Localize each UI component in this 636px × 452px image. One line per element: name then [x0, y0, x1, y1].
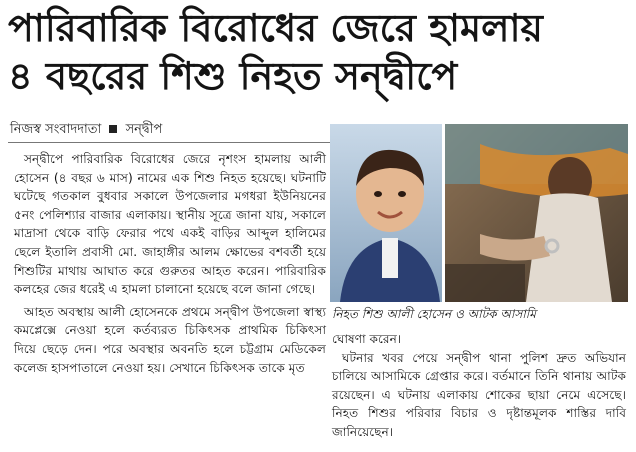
article-right-column: [332, 330, 626, 442]
square-bullet-icon: [109, 125, 117, 133]
paragraph-4: ঘটনার খবর পেয়ে সন্দ্বীপ থানা পুলিশ দ্রুত অভিযান চালিয়ে আসামিকে গ্রেপ্তার করে। বর্তমানে তিনি থানায় আটক রয়েছেন। এ ঘটনায় এলাকায় শোকের ছায়া নেমে এসেছে। নিহত শিশুর পরিবার বিচার ও দৃষ্টান্তমূলক শাস্তির দাবি জানিয়েছেন।: [332, 350, 626, 439]
article-left-column: [14, 150, 326, 377]
paragraph-1: সন্দ্বীপে পারিবারিক বিরোধের জেরে নৃশংস হামলায় আলী হোসেন (৪ বছর ৬ মাস) নামের এক শিশু নিহত হয়েছে। ঘটনাটি ঘটেছে গতকাল বুধবার সকালে উপজেলার মগধরা ইউনিয়নের ৫নং পেলিশ্যার বাজার এলাকায়। স্থানীয় সূত্রে জানা যায়, সকালে মাদ্রাসা থেকে বাড়ি ফেরার পথে একই বাড়ির আব্দুল হালিমের ছেলে ইতালি প্রবাসী মো. জাহাঙ্গীর আলম ক্ষোভের বশবর্তী হয়ে শিশুটির মাথায় আঘাত করে গুরুতর আহত করেন। পারিবারিক কলহের জের ধরেই এ হামলা চালানো হয়েছে বলে জানা গেছে।: [14, 152, 326, 297]
headline: [8, 4, 628, 100]
headline-line-1: পারিবারিক বিরোধের জেরে হামলায়: [8, 6, 543, 50]
reporter-label: নিজস্ব সংবাদদাতা: [10, 122, 102, 137]
news-photo: [330, 124, 628, 302]
photo-caption: নিহত শিশু আলী হোসেন ও আটক আসামি: [332, 307, 536, 321]
dateline: [10, 120, 162, 141]
paragraph-2: আহত অবস্থায় আলী হোসেনকে প্রথমে সন্দ্বীপ উপজেলা স্বাস্থ্য কমপ্লেক্সে নেওয়া হলে কর্তব্যরত চিকিৎসক প্রাথমিক চিকিৎসা দিয়ে ছেড়ে দেন। পরে অবস্থার অবনতি হলে চট্টগ্রাম মেডিকেল কলেজ হাসপাতালে নেওয়া হয়। সেখানে চিকিৎসক তাকে মৃত: [14, 304, 326, 375]
paragraph-3: ঘোষণা করেন।: [332, 332, 402, 346]
headline-line-2: ৪ বছরের শিশু নিহত সন্দ্বীপে: [8, 54, 458, 98]
news-photo-illustration: [330, 124, 628, 302]
dateline-place: সন্দ্বীপ: [125, 122, 163, 137]
